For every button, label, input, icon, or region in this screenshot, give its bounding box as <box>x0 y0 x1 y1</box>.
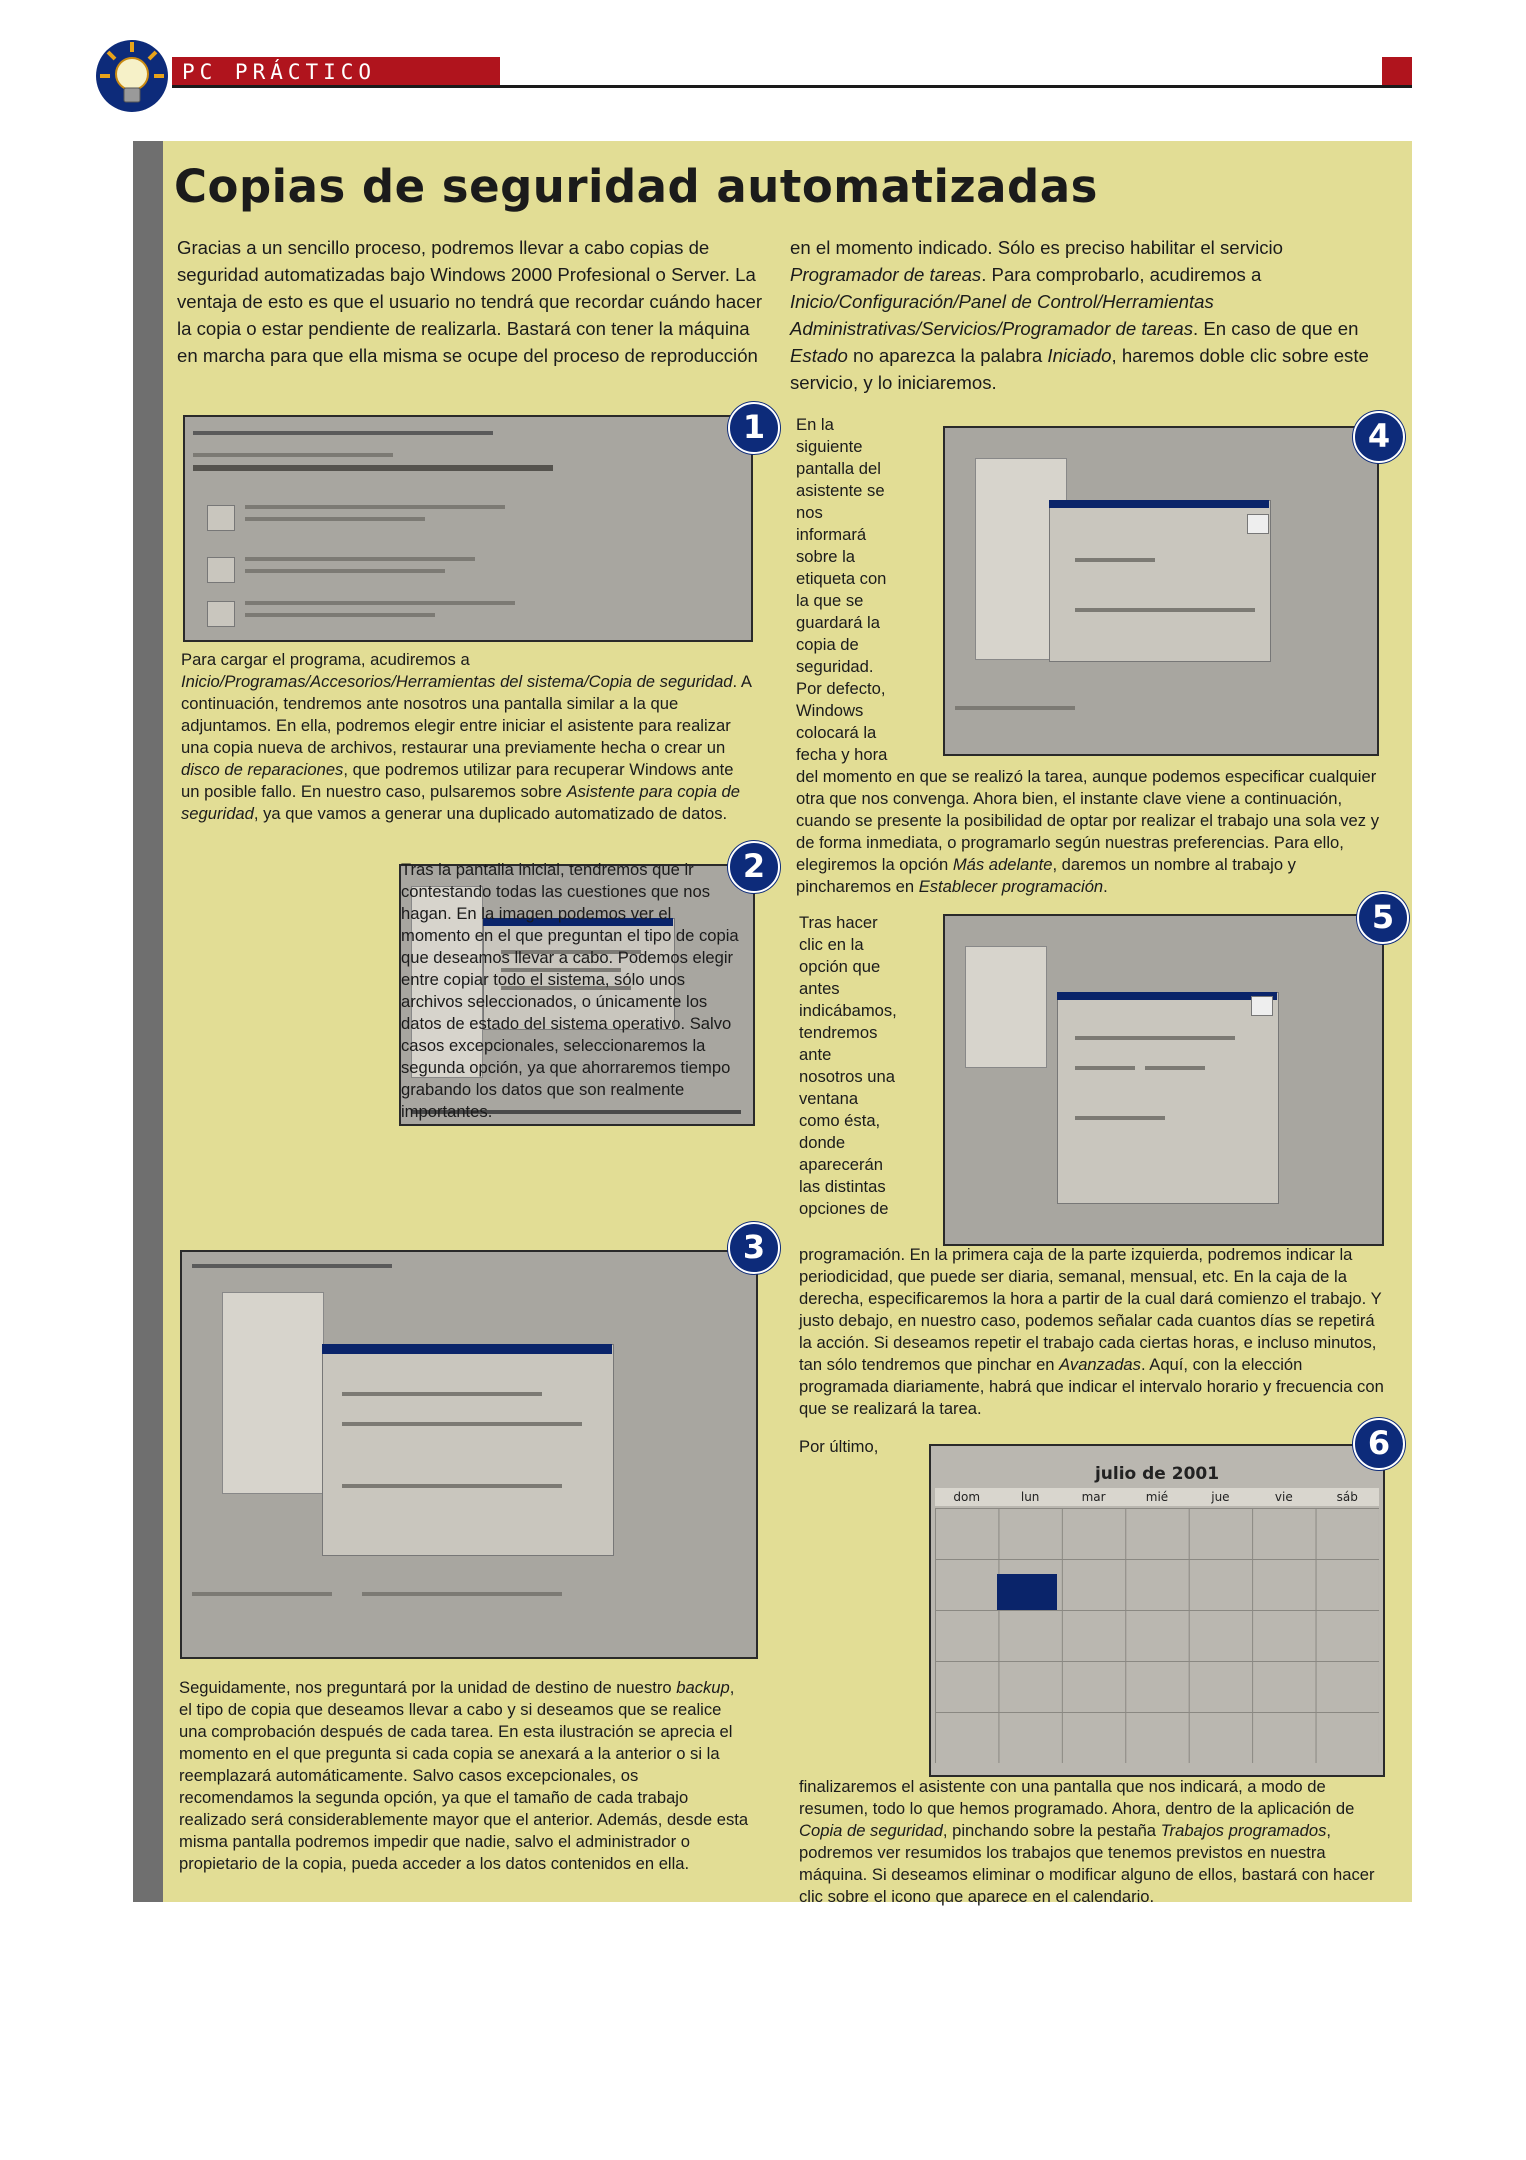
step-number-4: 4 <box>1353 411 1405 463</box>
intro-left: Gracias a un sencillo proceso, podremos llevar a cabo copias de seguridad automatizadas bajo Windows 2000 Profesional o Server. La ventaja de esto es que el usuario no tendrá que recordar cuándo hacer la copia o estar pendiente de realizarla. Bastará con tener la máquina en marcha para que ella misma se ocupe del proceso de reproducción <box>177 237 763 366</box>
weekday: mié <box>1145 1490 1169 1504</box>
step-number-1: 1 <box>728 402 780 454</box>
step-5-text: Tras hacer clic en la opción que antes indicábamos, tendremos ante nosotros una ventana como ésta, donde aparecerán las distintas opciones de programación. En la primera caja de la parte izquierda, podremos indicar la periodicidad, que puede ser diaria, semanal, mensual, etc. En la caja de la derecha, especificaremos la hora a partir de la cual dará comienzo el trabajo. Y justo debajo, en nuestro caso, podemos señalar cada cuantos días se repetirá la acción. Si deseamos repetir el trabajo cada ciertas horas, e incluso minutos, tan sólo tendremos que pinchar en Avanzadas. Aquí, con la elección programada diariamente, habrá que indicar el intervalo horario y frecuencia con que se realizará la tarea. <box>799 913 1384 1418</box>
weekday: sáb <box>1336 1490 1358 1504</box>
step-number-5: 5 <box>1357 892 1409 944</box>
step-2-text: Tras la pantalla inicial, tendremos que ir contestando todas las cuestiones que nos hagan. En la imagen podemos ver el momento en el que preguntan el tipo de copia que deseamos llevar a cabo. Podemos elegir entre copiar todo el sistema, sólo unos archivos seleccionados, o únicamente los datos de estado del sistema operativo. Salvo casos excepcionales, seleccionaremos la segunda opción, ya que ahorraremos tiempo grabando los datos que son realmente importantes. <box>401 860 739 1121</box>
weekday: vie <box>1274 1490 1293 1504</box>
screenshot-1 <box>183 415 753 642</box>
header-rule <box>172 85 1412 88</box>
weekday: jue <box>1211 1490 1230 1504</box>
weekday: lun <box>1020 1490 1040 1504</box>
step-3-text: Seguidamente, nos preguntará por la unidad de destino de nuestro backup, el tipo de copia que deseamos llevar a cabo y si deseamos que se realice una comprobación después de cada tarea. En esta ilustración se aprecia el momento en el que pregunta si cada copia se anexará a la anterior o si la reemplazará automáticamente. Salvo casos excepcionales, os recomendamos la segunda opción, ya que el tamaño de cada trabajo realizado será considerablemente mayor que el anterior. Además, desde esta misma pantalla podremos impedir que nadie, salvo el administrador o propietario de la copia, pueda acceder a los datos contenidos en ella. <box>179 1678 749 1873</box>
step-4-text: En la siguiente pantalla del asistente se nos informará sobre la etiqueta con la que se guardará la copia de seguridad. Por defecto, Windows colocará la fecha y hora del momento en que se realizó la tarea, aunque podemos especificar cualquier otra que nos convenga. Ahora bien, el instante clave viene a continuación, cuando se presente la posibilidad de optar por realizar el trabajo una sola vez y de forma inmediata, o programarlo según nuestras preferencias. Para ello, elegiremos la opción Más adelante, daremos un nombre al trabajo y pincharemos en Establecer programación. <box>796 415 1379 896</box>
intro-right: en el momento indicado. Sólo es preciso habilitar el servicio Programador de tareas. Para comprobarlo, acudiremos a Inicio/Configuración/Panel de Control/Herramientas Administrativas/Servicios/Programador de tareas. En caso de que en Estado no aparezca la palabra Iniciado, haremos doble clic sobre este servicio, y lo iniciaremos. <box>790 237 1369 393</box>
step-number-3: 3 <box>728 1222 780 1274</box>
step-1-text: Para cargar el programa, acudiremos a Inicio/Programas/Accesorios/Herramientas del sistema/Copia de seguridad. A continuación, tendremos ante nosotros una pantalla similar a la que adjuntamos. En ella, podremos elegir entre iniciar el asistente para realizar una copia nueva de archivos, restaurar una previamente hecha o crear un disco de reparaciones, que podremos utilizar para recuperar Windows ante un posible fallo. En nuestro caso, pulsaremos sobre Asistente para copia de seguridad, ya que vamos a generar una duplicado automatizado de datos. <box>181 650 752 823</box>
weekday: dom <box>953 1490 981 1504</box>
step-number-2: 2 <box>728 841 780 893</box>
step-6-text: Por último, finalizaremos el asistente con una pantalla que nos indicará, a modo de resumen, todo lo que hemos programado. Ahora, dentro de la aplicación de Copia de seguridad, pinchando sobre la pestaña Trabajos programados, podremos ver resumidos los trabajos que tenemos previstos en nuestra máquina. Si deseamos eliminar o modificar alguno de ellos, bastará con hacer clic sobre el icono que aparece en el calendario. <box>799 1437 1375 1906</box>
screenshot-3 <box>180 1250 758 1659</box>
calendar-month: julio de 2001 <box>1094 1464 1220 1484</box>
lightbulb-icon <box>90 38 176 116</box>
section-title: PC PRÁCTICO <box>182 60 377 84</box>
weekday: mar <box>1081 1490 1106 1504</box>
article-title: Copias de seguridad automatizadas <box>174 160 1098 213</box>
panel-side-stripe <box>133 141 163 1902</box>
header-corner-block <box>1382 57 1412 85</box>
step-number-6: 6 <box>1353 1418 1405 1470</box>
